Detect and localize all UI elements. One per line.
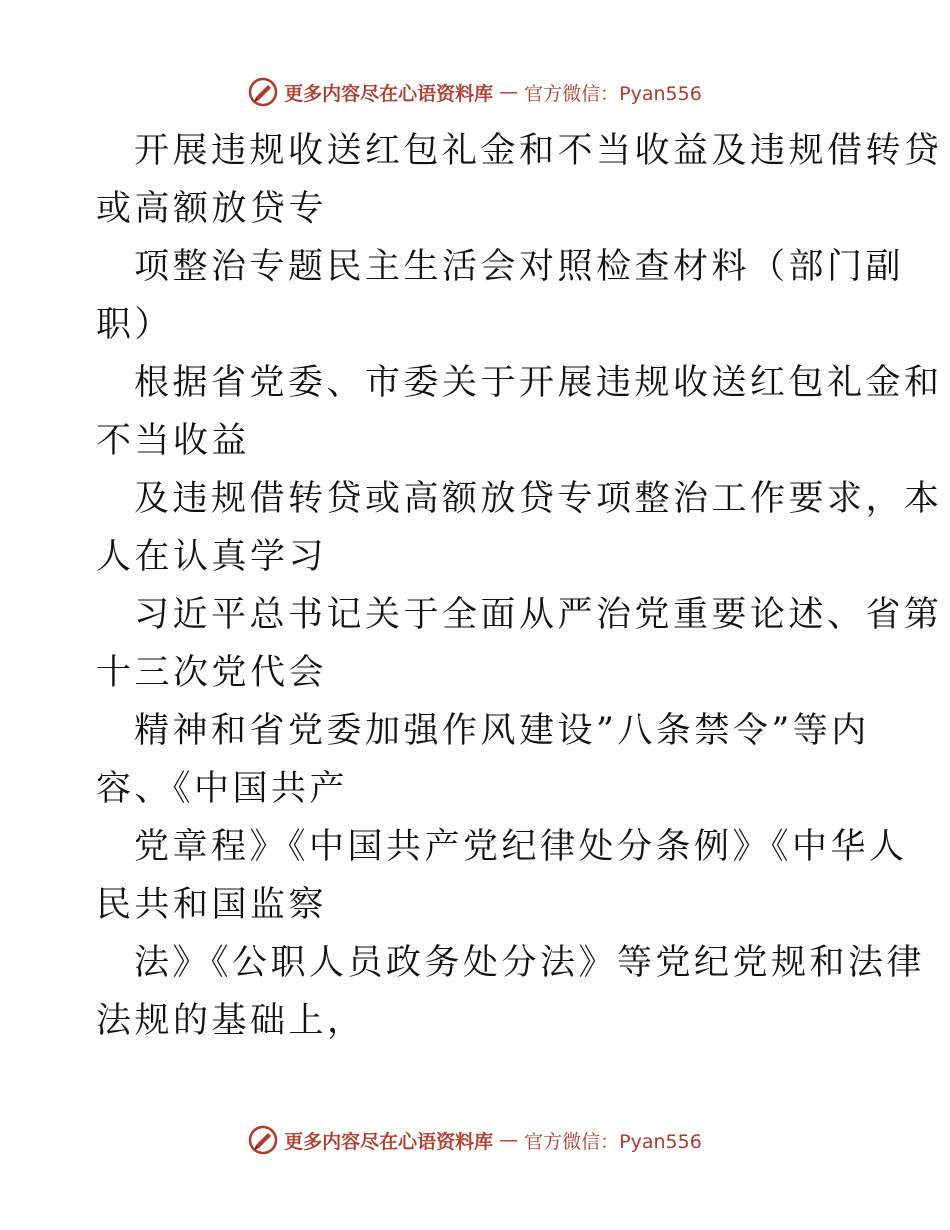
paragraph-line: 党章程》《中国共产党纪律处分条例》《中华人 [134, 827, 908, 867]
footer-watermark [0, 1120, 950, 1160]
paragraph-line: 职） [96, 305, 174, 345]
paragraph-line: 精神和省党委加强作风建设”八条禁令”等内 [134, 711, 870, 751]
paragraph-line: 及违规借转贷或高额放贷专项整治工作要求，本 [134, 479, 943, 519]
paragraph [96, 934, 926, 1050]
document-body [96, 122, 943, 1050]
paragraph-line: 法》《公职人员政务处分法》等党纪党规和法律 [134, 943, 926, 983]
paragraph [96, 470, 943, 586]
paragraph [96, 818, 908, 934]
watermark-main-text: 更多内容尽在心语资料库 [284, 82, 494, 105]
pen-logo-icon [248, 1125, 278, 1155]
paragraph [96, 586, 943, 702]
paragraph [96, 238, 905, 354]
pen-logo-icon [248, 77, 278, 107]
paragraph-line: 民共和国监察 [96, 885, 328, 925]
paragraph-line: 法规的基础上， [96, 1001, 366, 1041]
paragraph-line: 开展违规收送红包礼金和不当收益及违规借转贷 [134, 131, 943, 171]
paragraph-line: 项整治专题民主生活会对照检查材料（部门副 [134, 247, 905, 287]
watermark-main-text: 更多内容尽在心语资料库 [284, 1130, 494, 1153]
paragraph-line: 不当收益 [96, 421, 251, 461]
paragraph-line: 容、《中国共产 [96, 769, 349, 809]
watermark-dash: — [499, 1129, 519, 1151]
paragraph-line: 或高额放贷专 [96, 189, 328, 229]
paragraph-line: 习近平总书记关于全面从严治党重要论述、省第 [134, 595, 943, 635]
watermark-dash: — [499, 81, 519, 103]
paragraph-line: 十三次党代会 [96, 653, 328, 693]
watermark-sub-text: 官方微信：Pyan556 [524, 1130, 702, 1153]
paragraph-line: 人在认真学习 [96, 537, 328, 577]
paragraph-line: 根据省党委、市委关于开展违规收送红包礼金和 [134, 363, 943, 403]
header-watermark [0, 72, 950, 112]
watermark-sub-text: 官方微信：Pyan556 [524, 82, 702, 105]
paragraph [96, 702, 870, 818]
paragraph [96, 354, 943, 470]
paragraph [96, 122, 943, 238]
